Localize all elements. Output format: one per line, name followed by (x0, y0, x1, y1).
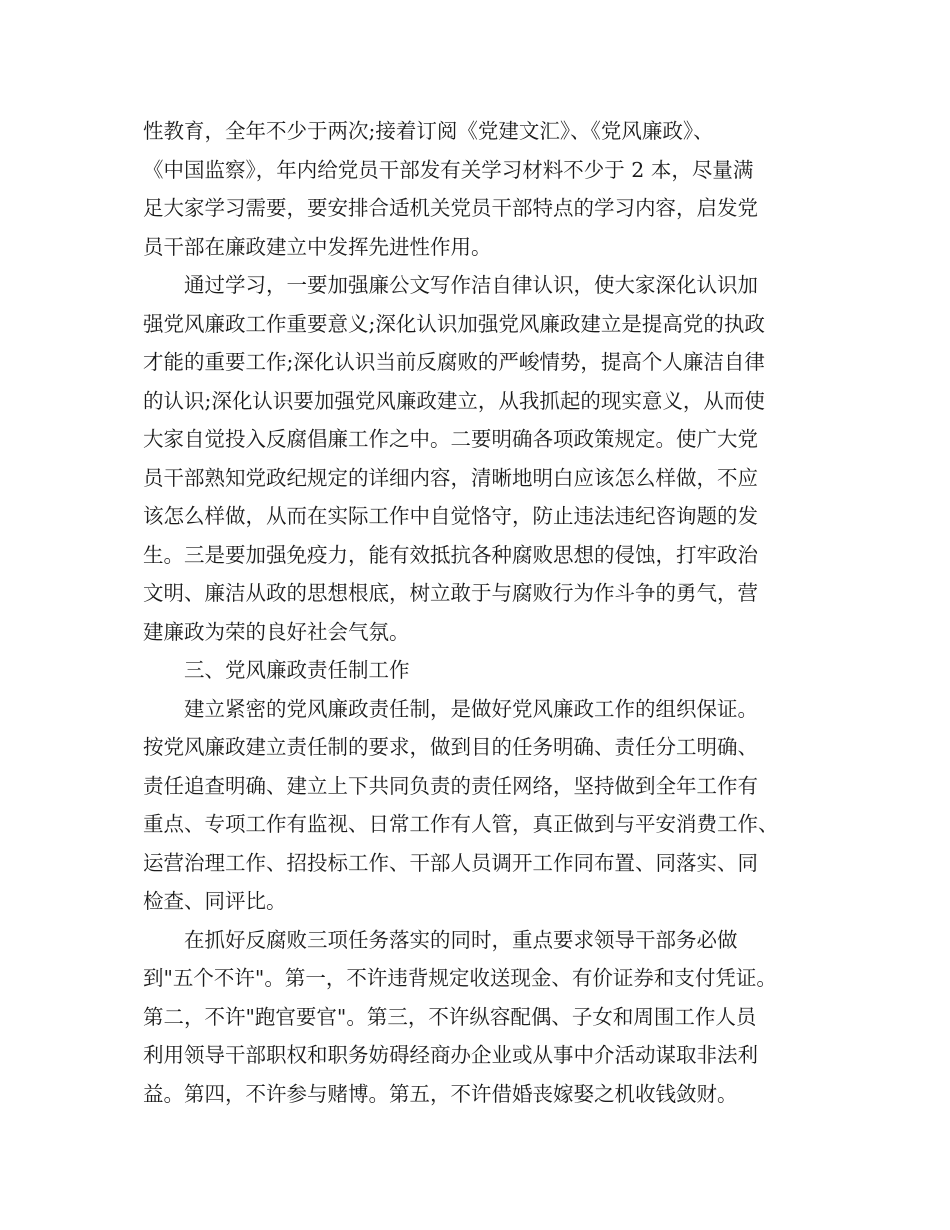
text-line: 员干部熟知党政纪规定的详细内容，清晰地明白应该怎么样做，不应 (143, 465, 758, 490)
document-body-text (143, 112, 833, 1113)
text-line: 该怎么样做，从而在实际工作中自觉恪守，防止违法违纪咨询题的发 (143, 504, 758, 528)
text-line: 重点、专项工作有监视、日常工作有人管，真正做到与平安消费工作、 (143, 812, 779, 836)
text-line: 员干部在廉政建立中发挥先进性作用。 (143, 234, 492, 259)
paragraph-first-line: 三、党风廉政责任制工作 (184, 658, 410, 682)
text-line: 检查、同评比。 (143, 889, 287, 913)
text-line: 益。第四，不许参与赌博。第五，不许借婚丧嫁娶之机收钱敛财。 (143, 1081, 738, 1106)
text-line: 才能的重要工作;深化认识当前反腐败的严峻情势，提高个人廉洁自律 (143, 350, 765, 374)
text-line: 第二，不许"跑官要官"。第三，不许纵容配偶、子女和周围工作人员 (143, 1004, 757, 1029)
paragraph-first-line: 建立紧密的党风廉政责任制，是做好党风廉政工作的组织保证。 (184, 696, 758, 721)
text-line: 文明、廉洁从政的思想根底，树立敢于与腐败行为作斗争的勇气，营 (143, 581, 758, 605)
text-line: 生。三是要加强免疫力，能有效抵抗各种腐败思想的侵蚀，打牢政治 (143, 542, 758, 567)
text-line: 的认识;深化认识要加强党风廉政建立，从我抓起的现实意义，从而使 (143, 388, 765, 413)
text-line: 性教育，全年不少于两次;接着订阅《党建文汇》、《党风廉政》、 (143, 119, 714, 143)
text-line: 强党风廉政工作重要意义;深化认识加强党风廉政建立是提高党的执政 (143, 311, 765, 336)
text-line: 足大家学习需要，要安排合适机关党员干部特点的学习内容，启发党 (143, 196, 758, 220)
text-line: 利用领导干部职权和职务妨碍经商办企业或从事中介活动谋取非法利 (143, 1043, 758, 1067)
text-line: 责任追查明确、建立上下共同负责的责任网络，坚持做到全年工作有 (143, 773, 758, 798)
text-line: 按党风廉政建立责任制的要求，做到目的任务明确、责任分工明确、 (143, 735, 758, 759)
paragraph-first-line: 在抓好反腐败三项任务落实的同时，重点要求领导干部务必做 (184, 927, 738, 952)
text-line: 建廉政为荣的良好社会气氛。 (143, 619, 410, 644)
paragraph-first-line: 通过学习，一要加强廉公文写作洁自律认识，使大家深化认识加 (184, 273, 758, 297)
text-line: 到"五个不许"。第一，不许违背规定收送现金、有价证券和支付凭证。 (143, 966, 777, 990)
text-line: 大家自觉投入反腐倡廉工作之中。二要明确各项政策规定。使广大党 (143, 427, 758, 451)
text-line: 运营治理工作、招投标工作、干部人员调开工作同布置、同落实、同 (143, 850, 758, 875)
text-line: 《中国监察》，年内给党员干部发有关学习材料不少于 2 本，尽量满 (143, 157, 754, 182)
